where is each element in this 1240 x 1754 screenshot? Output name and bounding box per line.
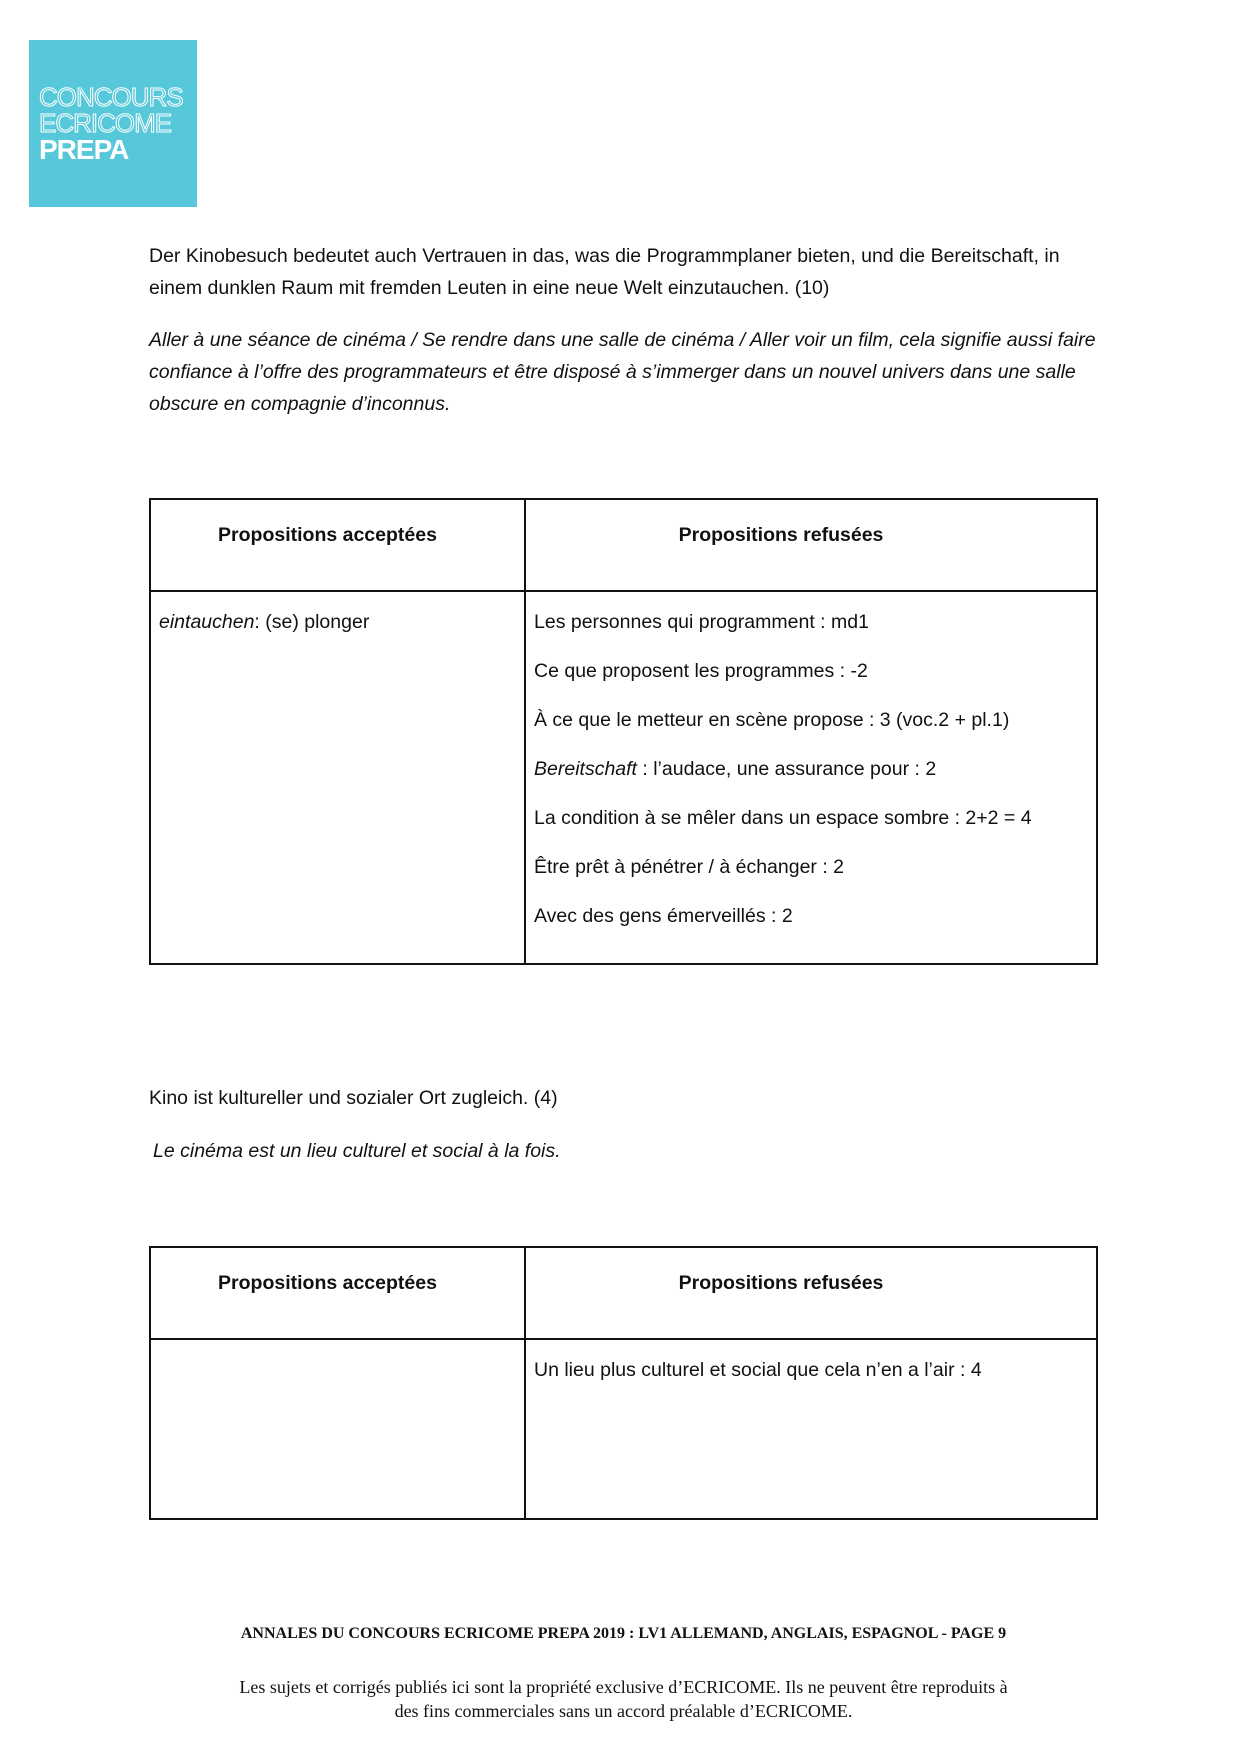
footer-copyright-note: Les sujets et corrigés publiés ici sont la propriété exclusive d’ECRICOME. Ils ne peuvent être reproduits à des fins commerciales sans un accord préalable d’ECRICOME. bbox=[239, 1677, 1008, 1721]
list-item: Ce que proposent les programmes : -2 bbox=[534, 660, 868, 682]
logo-text-ecricome: ECRICOME bbox=[39, 108, 172, 138]
refused-cell bbox=[526, 592, 1096, 965]
table-body bbox=[151, 1340, 1096, 1520]
grading-table-2 bbox=[149, 1246, 1098, 1520]
logo-text-concours: CONCOURS bbox=[39, 82, 183, 112]
list-item: eintauchen: (se) plonger bbox=[159, 611, 370, 633]
german-sentence-2: Kino ist kultureller und sozialer Ort zugleich. (4) bbox=[149, 1087, 558, 1109]
list-item: Un lieu plus culturel et social que cela n’en a l’air : 4 bbox=[534, 1359, 982, 1381]
list-item: Bereitschaft : l’audace, une assurance pour : 2 bbox=[534, 758, 937, 780]
header-refused: Propositions refusées bbox=[678, 1272, 884, 1294]
accepted-cell bbox=[151, 592, 526, 965]
footer-title: ANNALES DU CONCOURS ECRICOME PREPA 2019 : LV1 ALLEMAND, ANGLAIS, ESPAGNOL - PAGE 9 bbox=[240, 1625, 1007, 1642]
french-translation-2: Le cinéma est un lieu culturel et social à la fois. bbox=[153, 1140, 561, 1162]
list-item: À ce que le metteur en scène propose : 3 (voc.2 + pl.1) bbox=[534, 709, 1010, 731]
table-header bbox=[151, 1248, 1096, 1340]
table-header bbox=[151, 500, 1096, 592]
grading-table-1 bbox=[149, 498, 1098, 965]
list-item: Être prêt à pénétrer / à échanger : 2 bbox=[534, 856, 845, 878]
french-translation-1: Aller à une séance de cinéma / Se rendre dans une salle de cinéma / Aller voir un film, cela signifie aussi faire confiance à l’offre des programmateurs et être disposé à s’immerger dans un nouvel univers dans une salle obscure en compagnie d’inconnus. bbox=[149, 329, 1096, 415]
refused-cell bbox=[526, 1340, 1096, 1520]
accepted-cell bbox=[151, 1340, 526, 1520]
list-item: Avec des gens émerveillés : 2 bbox=[534, 905, 793, 927]
header-refused: Propositions refusées bbox=[678, 524, 884, 546]
german-sentence-1: Der Kinobesuch bedeutet auch Vertrauen in das, was die Programmplaner bieten, und die Bereitschaft, in einem dunklen Raum mit fremden Leuten in eine neue Welt einzutauchen. (10) bbox=[149, 245, 1060, 299]
header-accepted: Propositions acceptées bbox=[218, 524, 437, 546]
ecricome-logo bbox=[29, 40, 197, 207]
list-item: La condition à se mêler dans un espace sombre : 2+2 = 4 bbox=[534, 807, 1032, 829]
list-item: Les personnes qui programment : md1 bbox=[534, 611, 869, 633]
logo-text-prepa: PREPA bbox=[39, 134, 129, 165]
header-accepted: Propositions acceptées bbox=[218, 1272, 437, 1294]
table-body bbox=[151, 592, 1096, 965]
